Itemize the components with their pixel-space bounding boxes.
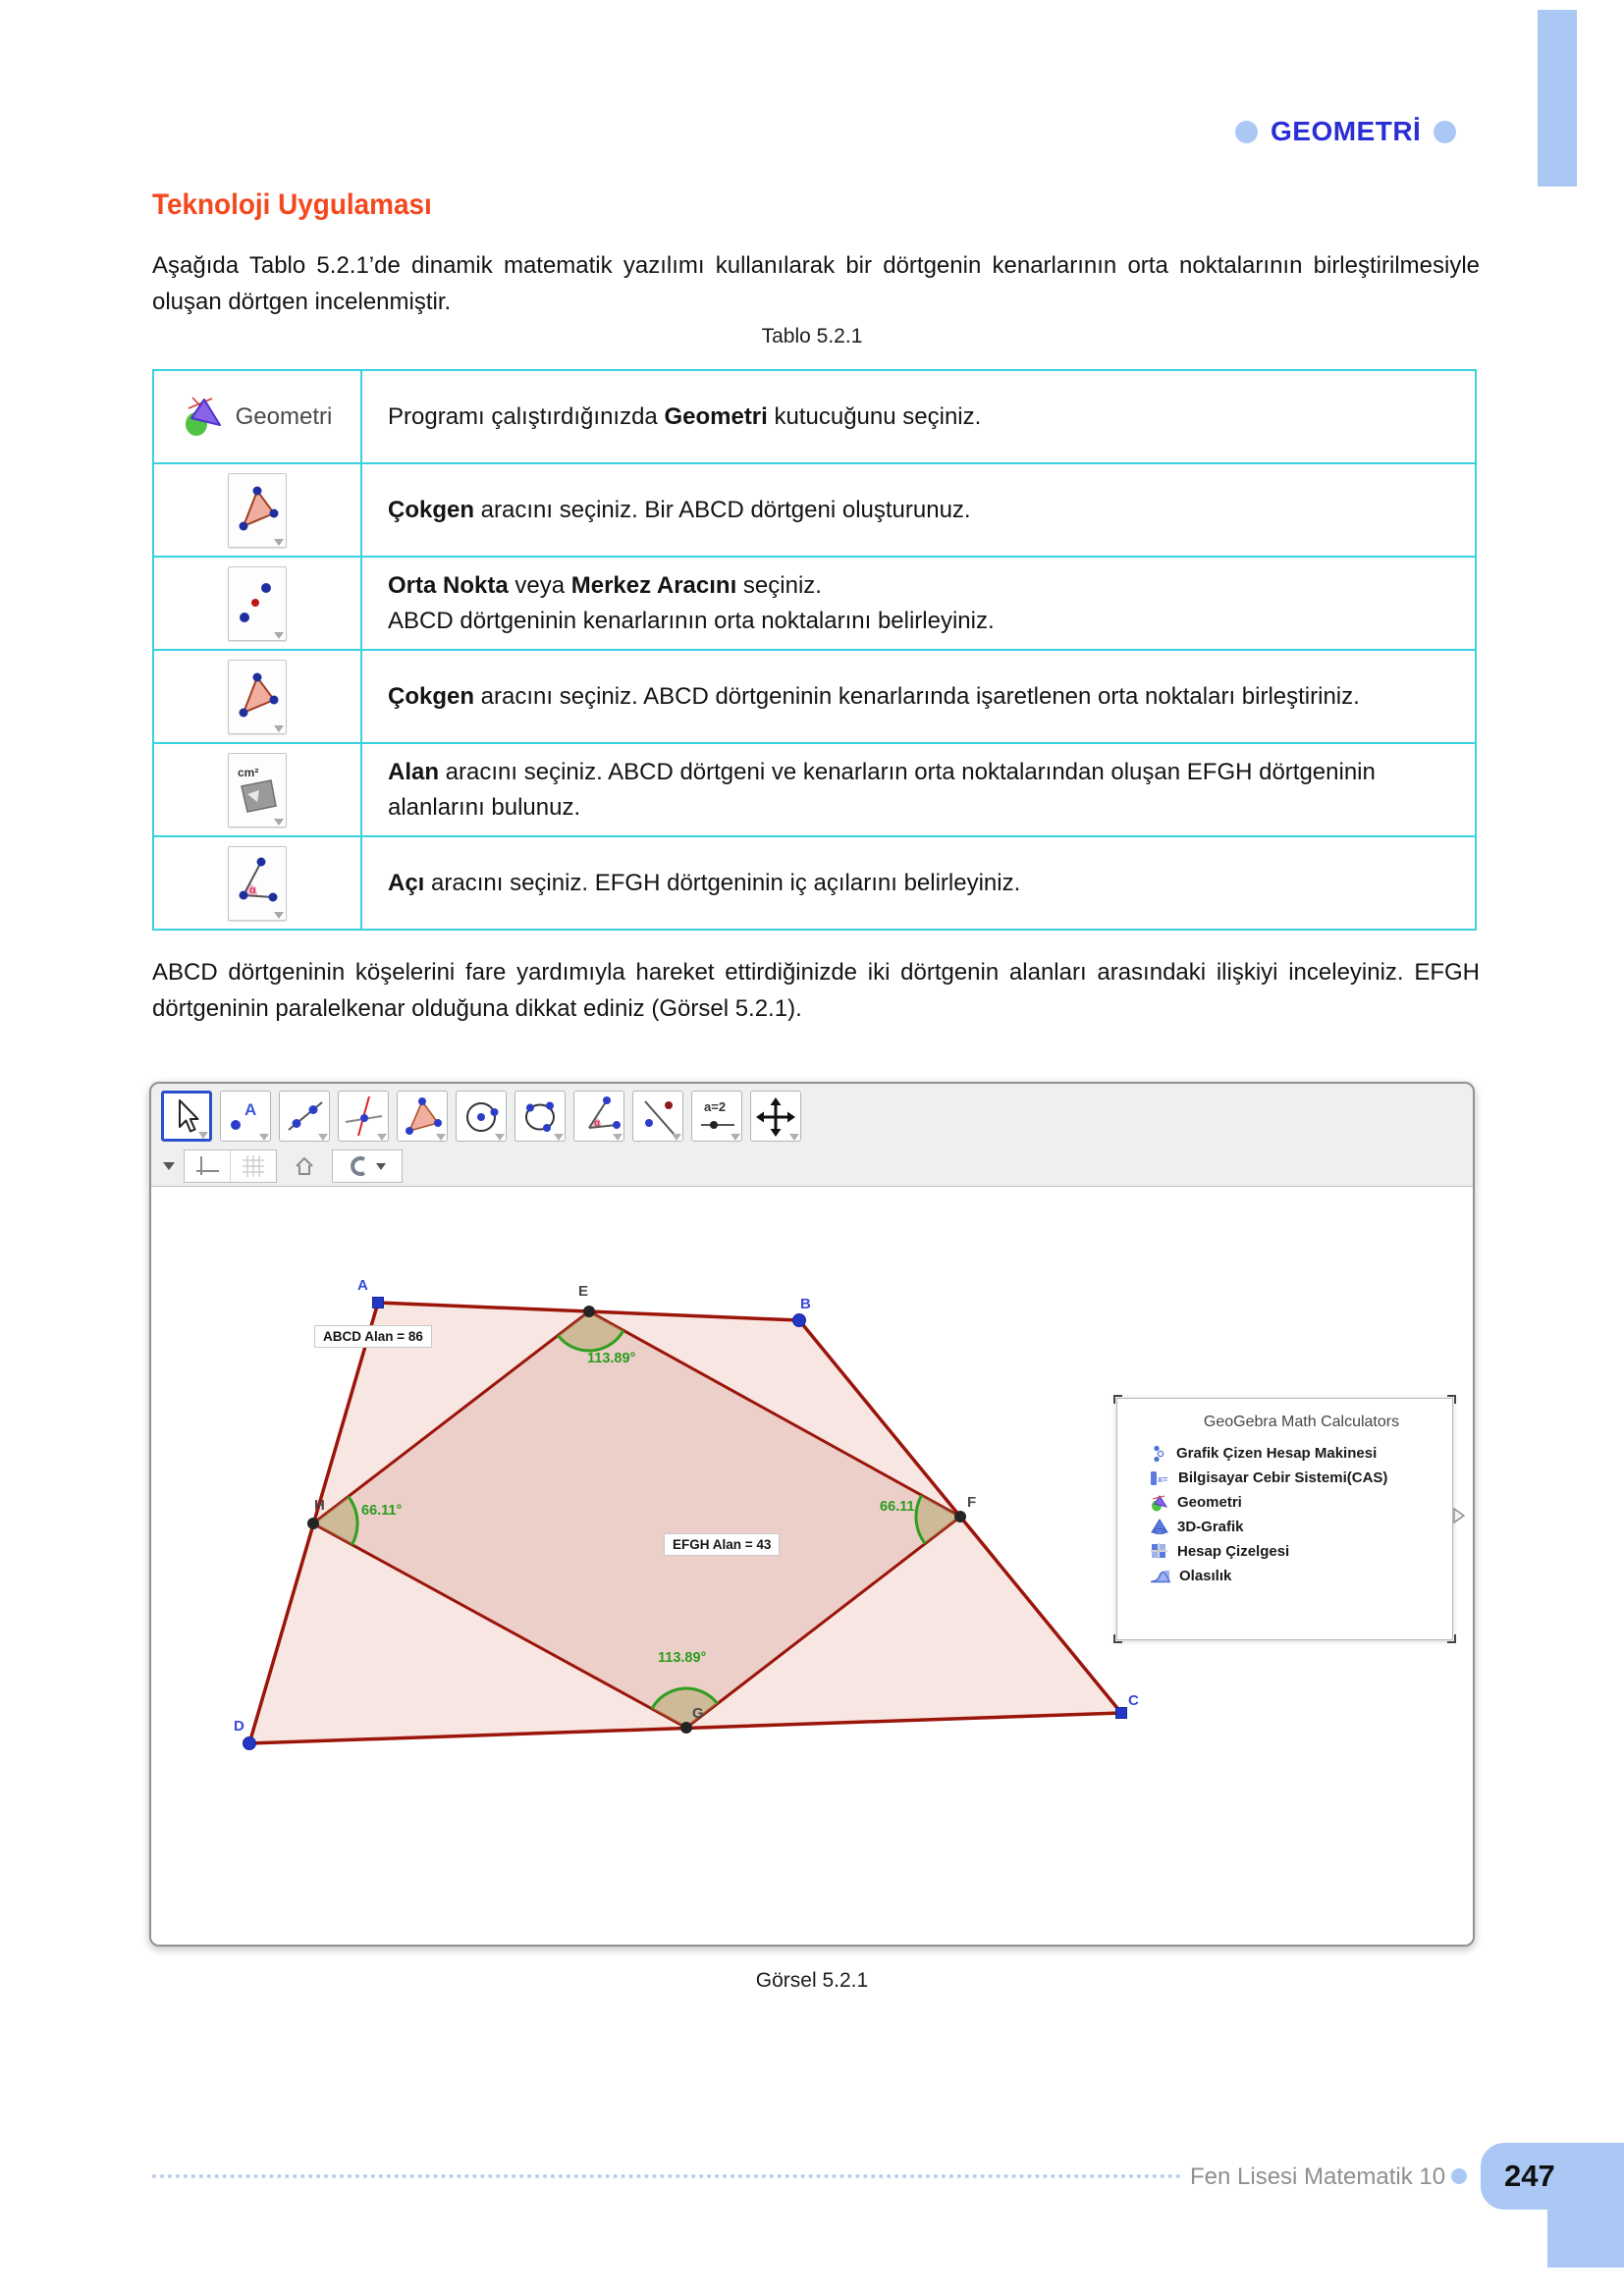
move-graphics-tool-button[interactable] (750, 1091, 801, 1142)
table-row: Orta Nokta veya Merkez Aracını seçiniz. ABCD dörtgeninin kenarlarının orta noktalarını belirleyiniz. (154, 556, 1475, 649)
chevron-down-icon (376, 1163, 386, 1170)
point-label-d: D (234, 1718, 244, 1735)
chevron-down-icon (274, 912, 284, 919)
line-tool-button[interactable] (279, 1091, 330, 1142)
circle-tool-button[interactable] (456, 1091, 507, 1142)
page-number: 247 (1504, 2159, 1555, 2193)
footer-book-title: Fen Lisesi Matematik 10 (1190, 2163, 1446, 2190)
table-row-text: Programı çalıştırdığınızda Geometri kutucuğunu seçiniz. (388, 402, 982, 430)
chevron-down-icon (274, 819, 284, 826)
area-label-abcd[interactable]: ABCD Alan = 86 (314, 1325, 432, 1348)
polygon-tool-icon (228, 660, 287, 734)
panel-item-cas[interactable]: x= Bilgisayar Cebir Sistemi(CAS) (1151, 1468, 1452, 1487)
table-caption: Tablo 5.2.1 (761, 325, 863, 347)
footer-dotted-line (152, 2174, 1181, 2178)
panel-item-probability[interactable]: Olasılık (1151, 1567, 1452, 1585)
geometri-logo-icon (183, 395, 228, 440)
3d-graphing-icon (1151, 1519, 1168, 1535)
table-row: α Açı aracını seçiniz. EFGH dörtgeninin iç açılarını belirleyiniz. (154, 835, 1475, 929)
header-dot-icon (1434, 121, 1456, 143)
spreadsheet-icon (1151, 1543, 1168, 1560)
graphing-calculator-icon (1151, 1445, 1167, 1463)
geogebra-geometri-logo (154, 371, 362, 462)
angle-icon (577, 1095, 621, 1138)
conic-icon (518, 1095, 562, 1138)
polygon-tool-button[interactable] (397, 1091, 448, 1142)
midpoint-e[interactable] (583, 1306, 595, 1317)
point-icon (224, 1095, 267, 1138)
midpoint-f[interactable] (954, 1511, 966, 1522)
geometry-icon (1151, 1494, 1168, 1512)
point-label-b: B (800, 1296, 811, 1312)
reflect-icon (636, 1095, 679, 1138)
point-label-c: C (1128, 1692, 1139, 1709)
line-icon (283, 1095, 326, 1138)
reflect-tool-button[interactable] (632, 1091, 683, 1142)
note-paragraph: ABCD dörtgeninin köşelerini fare yardımıyla hareket ettirdiğinizde iki dörtgenin alanları arasındaki ilişkiyi inceleyiniz. EFGH dörtgeninin paralelkenar olduğuna dikkat ediniz (Görsel 5.2.1). (152, 959, 1480, 1022)
footer-dot-icon (1451, 2168, 1467, 2184)
move-view-icon (754, 1095, 797, 1138)
chevron-down-icon (495, 1134, 505, 1141)
expand-arrow-icon (1451, 1506, 1467, 1525)
point-label-e: E (578, 1283, 589, 1300)
perpendicular-line-tool-button[interactable] (338, 1091, 389, 1142)
point-label-a: A (357, 1277, 368, 1294)
chevron-down-icon (613, 1134, 623, 1141)
point-label-f: F (967, 1494, 977, 1511)
chapter-title: GEOMETRİ (1271, 116, 1422, 146)
calculator-switcher-panel (1116, 1398, 1453, 1640)
instruction-table (152, 369, 1477, 931)
section-title: Teknoloji Uygulaması (152, 188, 432, 221)
grid-icon (241, 1154, 266, 1178)
chevron-down-icon (318, 1134, 328, 1141)
geogebra-window (149, 1082, 1475, 1947)
perpendicular-icon (342, 1095, 385, 1138)
resize-handle-icon (1113, 1634, 1122, 1643)
svg-text:x=: x= (1158, 1473, 1168, 1484)
stylebar-toggle-icon[interactable] (163, 1162, 175, 1170)
polygon-icon (401, 1095, 444, 1138)
figure-caption: Görsel 5.2.1 (755, 1969, 869, 1992)
chevron-down-icon (274, 539, 284, 546)
table-row (154, 371, 1475, 462)
chevron-down-icon (377, 1134, 387, 1141)
chevron-down-icon (672, 1134, 681, 1141)
vertex-c[interactable] (1116, 1708, 1127, 1719)
area-label-efgh[interactable]: EFGH Alan = 43 (664, 1533, 780, 1556)
page-number-badge (1481, 2143, 1624, 2210)
svg-text:A: A (244, 1100, 257, 1119)
svg-text:α: α (249, 883, 256, 896)
polygon-tool-icon (228, 473, 287, 548)
slider-icon (695, 1095, 738, 1138)
panel-item-geometry[interactable]: Geometri (1151, 1493, 1452, 1512)
area-tool-icon (228, 753, 287, 828)
midpoint-g[interactable] (680, 1722, 692, 1734)
vertex-d[interactable] (244, 1737, 256, 1750)
svg-text:α: α (594, 1118, 601, 1129)
panel-item-graphing[interactable]: Grafik Çizen Hesap Makinesi (1151, 1444, 1452, 1463)
axes-icon (194, 1154, 220, 1178)
svg-text:cm²: cm² (238, 765, 259, 779)
geogebra-canvas[interactable] (151, 1186, 1473, 1945)
chevron-down-icon (198, 1132, 208, 1139)
angle-value-f: 66.11 (880, 1499, 915, 1515)
chevron-down-icon (274, 725, 284, 732)
point-label-h: H (314, 1497, 325, 1514)
point-tool-button[interactable] (220, 1091, 271, 1142)
resize-handle-icon (1113, 1395, 1122, 1404)
chevron-down-icon (731, 1134, 740, 1141)
cas-icon (1151, 1470, 1169, 1486)
geogebra-toolbar (151, 1084, 1473, 1147)
chevron-down-icon (274, 632, 284, 639)
home-icon (294, 1155, 315, 1177)
point-label-g: G (692, 1705, 704, 1722)
slider-tool-button[interactable] (691, 1091, 742, 1142)
vertex-a[interactable] (373, 1298, 384, 1308)
panel-title: GeoGebra Math Calculators (1203, 1414, 1400, 1430)
toggle-grid-button[interactable] (230, 1150, 276, 1182)
panel-item-spreadsheet[interactable]: Hesap Çizelgesi (1151, 1542, 1452, 1561)
angle-value-e: 113.89° (587, 1351, 636, 1366)
table-row: Çokgen aracını seçiniz. Bir ABCD dörtgeni oluşturunuz. (154, 462, 1475, 556)
resize-handle-icon (1447, 1395, 1456, 1404)
probability-icon (1151, 1569, 1170, 1583)
intro-paragraph: Aşağıda Tablo 5.2.1’de dinamik matematik yazılımı kullanılarak bir dörtgenin kenarlarının orta noktalarının birleştirilmesiyle oluşan dörtgen incelenmiştir. (152, 252, 1480, 315)
move-tool-button[interactable] (161, 1091, 212, 1142)
table-row: cm² Alan aracını seçiniz. ABCD dörtgeni ve kenarların orta noktalarından oluşan EFGH dörtgeninin alanlarını bulunuz. (154, 742, 1475, 835)
toggle-axes-button[interactable] (185, 1150, 230, 1182)
resize-handle-icon (1447, 1634, 1456, 1643)
svg-text:a=2: a=2 (704, 1099, 727, 1114)
chapter-header (1235, 116, 1456, 147)
point-capturing-button[interactable] (332, 1149, 403, 1183)
midpoint-tool-icon (228, 566, 287, 641)
home-view-button[interactable] (286, 1150, 323, 1182)
page-corner-accent (1547, 2210, 1624, 2268)
angle-value-g: 113.89° (658, 1650, 707, 1666)
panel-item-3d[interactable]: 3D-Grafik (1151, 1518, 1452, 1536)
vertex-b[interactable] (793, 1314, 806, 1327)
chevron-down-icon (789, 1134, 799, 1141)
angle-tool-button[interactable] (573, 1091, 624, 1142)
panel-expander-button[interactable] (1451, 1506, 1467, 1530)
geogebra-stylebar (151, 1147, 1473, 1186)
conic-tool-button[interactable] (514, 1091, 566, 1142)
header-dot-icon (1235, 121, 1258, 143)
circle-icon (460, 1095, 503, 1138)
angle-tool-icon (228, 846, 287, 921)
angle-value-h: 66.11° (361, 1503, 403, 1519)
midpoint-h[interactable] (307, 1518, 319, 1529)
chevron-down-icon (259, 1134, 269, 1141)
magnet-icon (349, 1155, 370, 1177)
table-row: Çokgen aracını seçiniz. ABCD dörtgeninin kenarlarında işaretlenen orta noktaları birleştiriniz. (154, 649, 1475, 742)
chevron-down-icon (554, 1134, 564, 1141)
geometri-logo-wordmark: Geometri (235, 402, 333, 430)
page-edge-accent-bar (1538, 10, 1577, 187)
chevron-down-icon (436, 1134, 446, 1141)
